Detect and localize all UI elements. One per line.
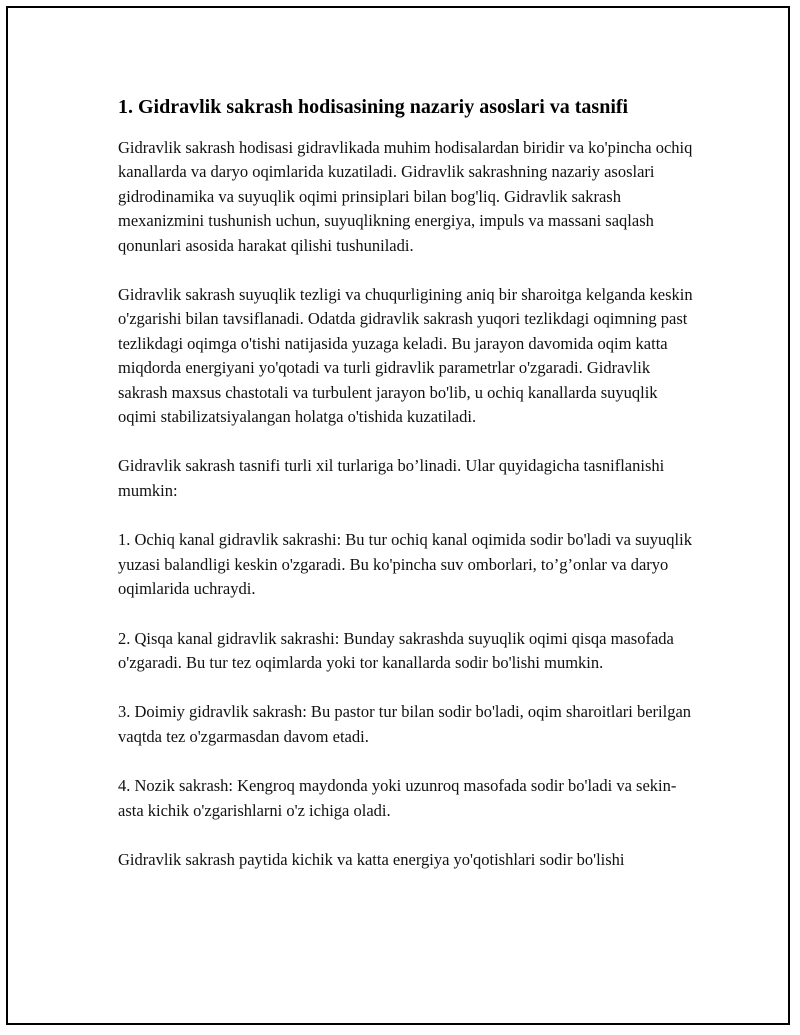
list-item-short-channel: 2. Qisqa kanal gidravlik sakrashi: Bunday sakrashda suyuqlik oqimi qisqa masofada o'zgaradi. Bu tur tez oqimlarda yoki tor kanallarda sodir bo'lishi mumkin. (118, 628, 674, 672)
section-title: 1. Gidravlik sakrash hodisasining nazariy asoslari va tasnifi (118, 96, 629, 118)
paragraph-intro: Gidravlik sakrash hodisasi gidravlikada muhim hodisalardan biridir va ko'pincha ochiq kanallarda va daryo oqimlarida kuzatiladi. Gidravlik sakrashning nazariy asoslari gidrodinamika va suyuqlik oqimi prinsiplari bilan bog'liq. Gidravlik sakrash mexanizmini tushunish uchun, suyuqlikning energiya, impuls va massani saqlash qonunlari asosida harakat qilishi tushuniladi. (118, 138, 693, 255)
paragraph-classification-intro: Gidravlik sakrash tasnifi turli xil turlariga bo’linadi. Ular quyidagicha tasniflanishi mumkin: (118, 456, 665, 500)
document-body (118, 93, 698, 897)
list-item-steady-jump: 3. Doimiy gidravlik sakrash: Bu pastor tur bilan sodir bo'ladi, oqim sharoitlari berilgan vaqtda tez o'zgarmasdan davom etadi. (118, 702, 692, 746)
paragraph-energy-loss: Gidravlik sakrash paytida kichik va katta energiya yo'qotishlari sodir bo'lishi (118, 849, 625, 869)
list-item-gentle-jump: 4. Nozik sakrash: Kengroq maydonda yoki uzunroq masofada sodir bo'ladi va sekin-asta kichik o'zgarishlarni o'z ichiga oladi. (118, 776, 677, 820)
paragraph-description: Gidravlik sakrash suyuqlik tezligi va chuqurligining aniq bir sharoitga kelganda keskin o'zgarishi bilan tavsiflanadi. Odatda gidravlik sakrash yuqori tezlikdagi oqimning past tezlikdagi oqimga o'tishi natijasida yuzaga keladi. Bu jarayon davomida oqim katta miqdorda energiyani yo'qotadi va turli gidravlik parametrlar o'zgaradi. Gidravlik sakrash maxsus chastotali va turbulent jarayon bo'lib, u ochiq kanallarda suyuqlik oqimi stabilizatsiyalangan holatga o'tishida kuzatiladi. (118, 285, 693, 427)
list-item-open-channel: 1. Ochiq kanal gidravlik sakrashi: Bu tur ochiq kanal oqimida sodir bo'ladi va suyuqlik yuzasi balandligi keskin o'zgaradi. Bu ko'pincha suv omborlari, to’g’onlar va daryo oqimlarida uchraydi. (118, 530, 692, 599)
